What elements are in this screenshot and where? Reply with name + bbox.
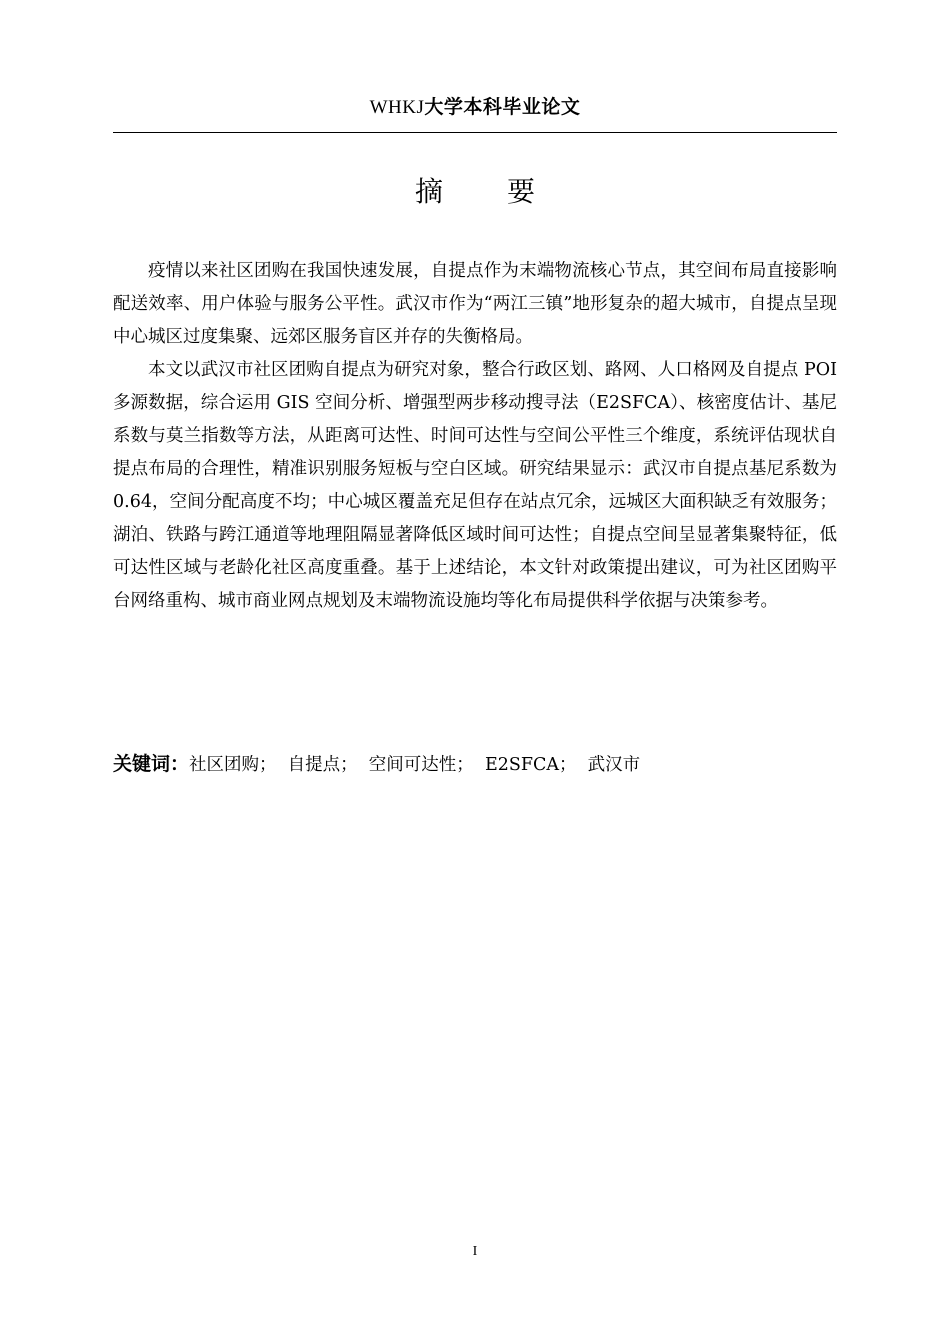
keyword-item: E2SFCA； (484, 755, 577, 775)
abstract-title: 摘要 (414, 175, 599, 208)
abstract-paragraph-1: 疫情以来社区团购在我国快速发展，自提点作为末端物流核心节点，其空间布局直接影响配送效率、用户体验与服务公平性。武汉市作为“两江三镇”地形复杂的超大城市，自提点呈现中心城区过度集聚、远郊区服务盲区并存的失衡格局。 (113, 261, 837, 347)
keyword-item: 社区团购； (189, 755, 277, 775)
keyword-item: 空间可达性； (368, 755, 474, 775)
abstract-paragraph-2: 本文以武汉市社区团购自提点为研究对象，整合行政区划、路网、人口格网及自提点 POI 多源数据，综合运用 GIS 空间分析、增强型两步移动搜寻法（E2SFCA）、核密度估计、基尼系数与莫兰指数等方法，从距离可达性、时间可达性与空间公平性三个维度，系统评估现状自提点布局的合理性，精准识别服务短板与空白区域。研究结果显示：武汉市自提点基尼系数为 0.64，空间分配高度不均；中心城区覆盖充足但存在站点冗余，远城区大面积缺乏有效服务；湖泊、铁路与跨江通道等地理阻隔显著降低区域时间可达性；自提点空间呈显著集聚特征，低可达性区域与老龄化社区高度重叠。基于上述结论，本文针对政策提出建议，可为社区团购平台网络重构、城市商业网点规划及末端物流设施均等化布局提供科学依据与决策参考。 (113, 360, 837, 611)
header-university-code: WHKJ (369, 97, 425, 118)
abstract-body (113, 255, 837, 618)
running-header (113, 95, 837, 120)
header-divider (113, 132, 837, 133)
header-thesis-label: 大学本科毕业论文 (424, 96, 581, 118)
keywords-label: 关键词： (113, 753, 190, 775)
page-number: I (472, 1244, 478, 1259)
keyword-item: 武汉市 (587, 755, 641, 775)
keywords-line (113, 749, 837, 780)
keyword-item: 自提点； (287, 755, 358, 775)
